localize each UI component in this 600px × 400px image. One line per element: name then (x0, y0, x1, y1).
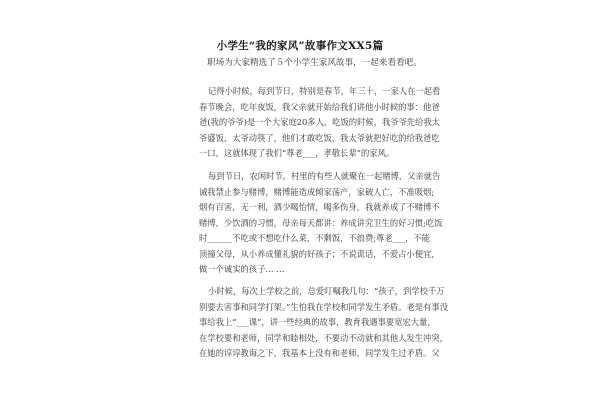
paragraph-line: 诫我禁止参与赌博，赌博能造成倾家荡产，家破人亡，不准吸烟; (199, 186, 435, 197)
paragraph (199, 84, 441, 162)
intro-line: 职场为大家精选了５个小学生家风故事，一起来看看吧。 (207, 58, 422, 68)
paragraph-line: 顶撞父母，从小养成懂礼貌的好孩子；不说谎话，不爱占小便宜， (199, 248, 440, 259)
paragraph-line: 别要去害事和同学打架。”生怕我在学校和同学发生矛盾。老是有事没 (199, 301, 449, 312)
paragraph (199, 169, 443, 278)
paragraph-line: 春节晚会，吃年夜饭，我父亲就开始给我们讲他小时候的事：他爸 (199, 101, 440, 112)
paragraph-line: 赌博，少饮酒的习惯，母亲每天都讲：养成讲究卫生的好习惯;吃饭 (199, 217, 443, 228)
document-title: 小学生“我的家风”故事作文XX5篇 (216, 40, 384, 52)
paragraph-line: 小时候，每次上学校之前，总爱叮嘱我几句：“孩子，到学校千万 (208, 286, 445, 296)
paragraph-line: 每到节日，农闲时节，村里的有些人就聚在一起赌博，父亲就告 (208, 171, 441, 181)
paragraph-line: 爸(我的爷爷)是一个大家庭20多人，吃饭的时候，我爷爷先给我太 (199, 117, 441, 127)
paragraph (199, 284, 449, 362)
paragraph-line: 时______不吃或不想吃什么菜，不剩饭，不浪费;尊老___，不能 (199, 233, 430, 243)
paragraph-line: 做一个诚实的孩子… … (199, 264, 285, 274)
paragraph-line: 在学校要和老师，同学和睦相处，不要动不动就和其他人发生冲突， (199, 332, 448, 343)
paragraph-line: 事给我上“___课”，讲一些经典的故事，教育我遇事要宽宏大量， (199, 317, 436, 327)
paragraph-line: 一口，这就体现了我们“尊老___，孝敬长辈”的家风。 (199, 148, 395, 158)
paragraph-line: 在她的谆谆教诲之下，我基本上没有和老师，同学发生过矛盾。父 (199, 348, 440, 358)
paragraph-line: 烟有百害，无一利，酒少喝怡情，喝多伤身，我就养成了不赌博不 (199, 202, 440, 212)
paragraph-line: 记得小时候，每到节日，特别是春节，年三十，一家人在一起看 (208, 86, 441, 96)
paragraph-line: 爷盛饭，太爷动筷了，他们才敢吃饭，我太爷就把好吃的给我爸吃 (199, 132, 440, 143)
